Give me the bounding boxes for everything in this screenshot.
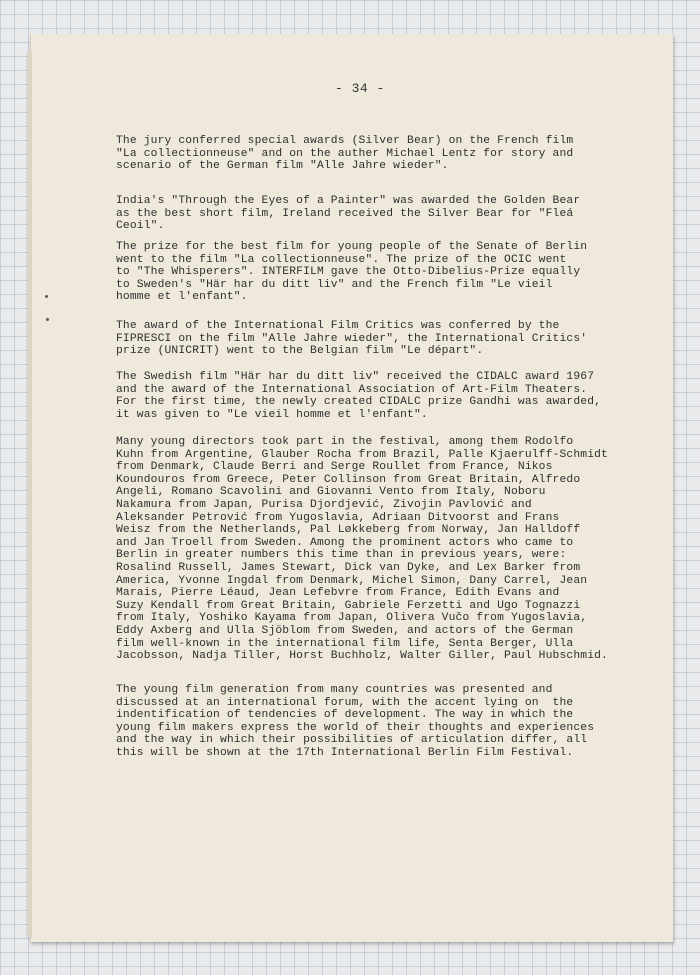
paragraph-directors-actors: Many young directors took part in the festival, among them Rodolfo Kuhn from Argentine, Glauber Rocha from Brazil, Palle Kjaerulff-Schmidt from Denmark, Claude Berri and Serge Roullet from France, Nikos Koundouros from Greece, Peter Collinson from Great Britain, Alfredo Angeli, Romano Scavolini and Giovanni Vento from Italy, Noboru Nakamura from Japan, Purisa Djordjević, Zivojin Pavlović and Aleksander Petrović from Yugoslavia, Adriaan Ditvoorst and Frans Weisz from the Netherlands, Pal Løkkeberg from Norway, Jan Halldoff and Jan Troell from Sweden. Among the prominent actors who came to Berlin in greater numbers this time than in previous years, were: Rosalind Russell, James Stewart, Dick van Dyke, and Lex Barker from America, Yvonne Ingdal from Denmark, Michel Simon, Dany Carrel, Jean Marais, Pierre Léaud, Jean Lefebvre from France, Edith Evans and Suzy Kendall from Great Britain, Gabriele Ferzetti and Ugo Tognazzi from Italy, Yoshiko Kayama from Japan, Olivera Vučo from Yugoslavia, Eddy Axberg and Ulla Sjöblom from Sweden, and actors of the German film well-known in the international film life, Senta Berger, Ulla Jacobsson, Nadja Tiller, Horst Buchholz, Walter Giller, Paul Hubschmid.	[116, 436, 608, 663]
page-fold-edge	[28, 52, 32, 937]
page-number: - 34 -	[335, 81, 385, 96]
paragraph-young-film: The young film generation from many countries was presented and discussed at an international forum, with the accent lying on the indentification of tendencies of development. The way in which the young film makers express the world of their thoughts and experiences and the way in which their possibilities of articulation differ, all this will be shown at the 17th International Berlin Film Festival.	[116, 684, 595, 759]
paragraph-cidalc-award: The Swedish film "Här har du ditt liv" received the CIDALC award 1967 and the award of the International Association of Art-Film Theaters. For the first time, the newly created CIDALC prize Gandhi was awarded, it was given to "Le vieil homme et l'enfant".	[116, 371, 602, 421]
punch-mark	[45, 295, 48, 298]
punch-mark	[46, 318, 49, 321]
paragraph-special-awards: The jury conferred special awards (Silver Bear) on the French film "La collectionneuse" and on the auther Michael Lentz for story and scenario of the German film "Alle Jahre wieder".	[116, 135, 574, 173]
paragraph-film-critics: The award of the International Film Critics was conferred by the FIPRESCI on the film "Alle Jahre wieder", the International Critics' prize (UNICRIT) went to the Belgian film "Le départ".	[116, 320, 588, 358]
paragraph-youth-prize: The prize for the best film for young people of the Senate of Berlin went to the film "La collectionneuse". The prize of the OCIC went to "The Whisperers". INTERFILM gave the Otto-Dibelius-Prize equally to Sweden's "Här har du ditt liv" and the French film "Le vieil homme et l'enfant".	[116, 241, 588, 304]
paragraph-golden-bear: India's "Through the Eyes of a Painter" was awarded the Golden Bear as the best short film, Ireland received the Silver Bear for "Fleá Ceoil".	[116, 195, 581, 233]
